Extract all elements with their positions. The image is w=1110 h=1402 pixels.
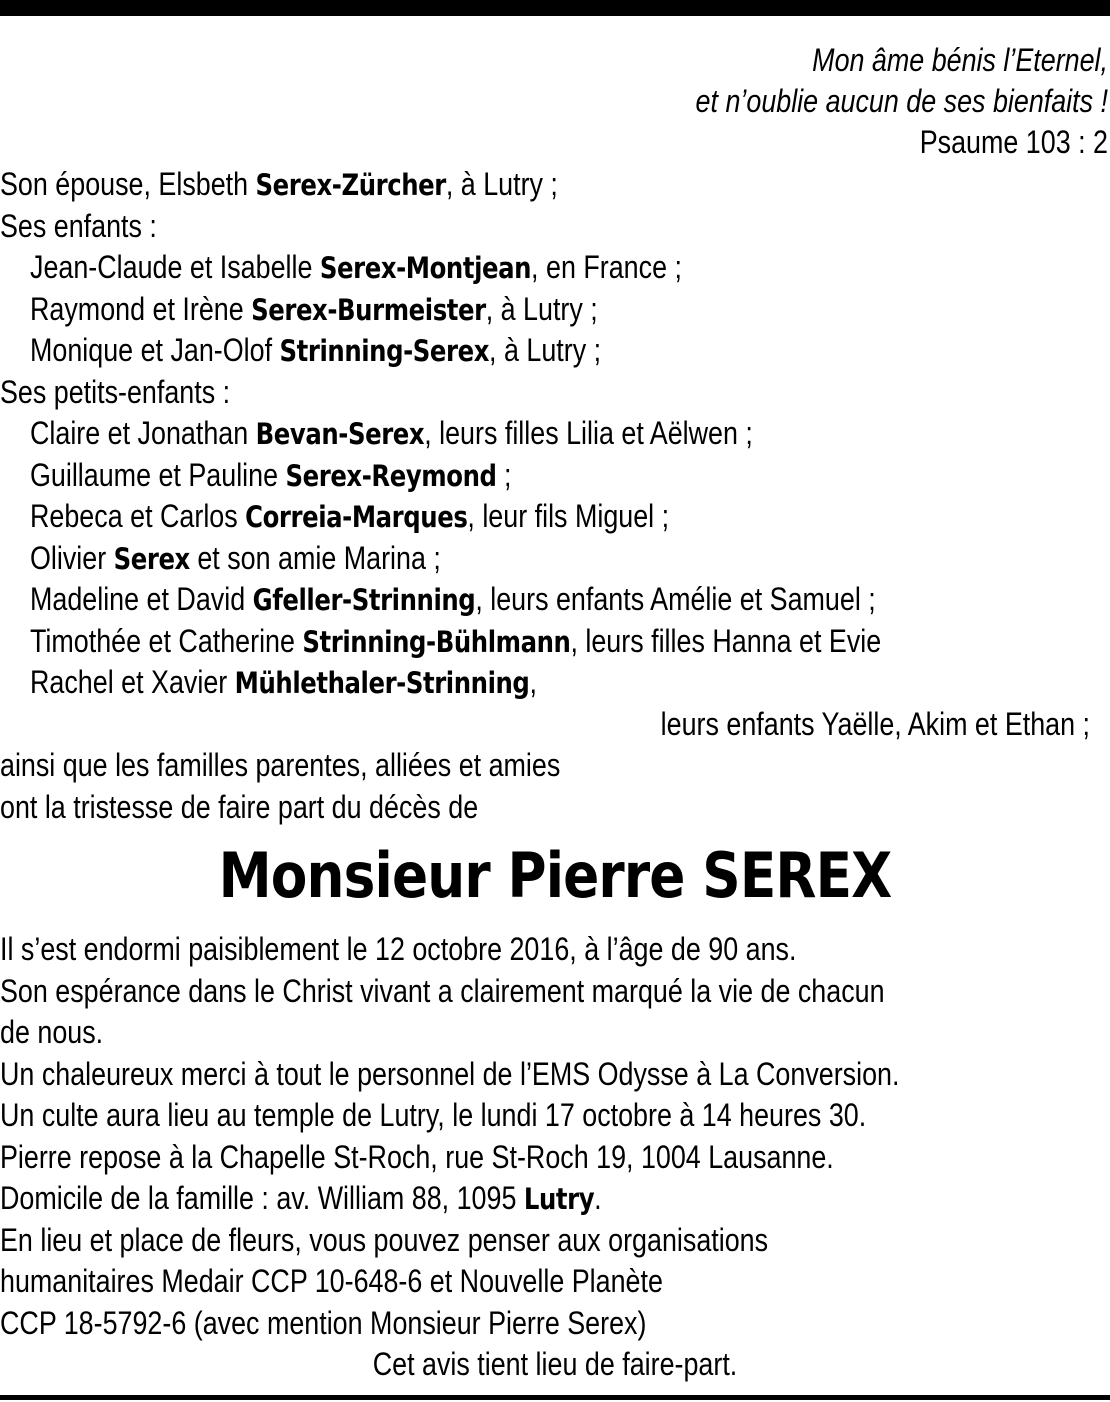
grandchild-names: Olivier — [30, 540, 114, 576]
child-line — [30, 329, 962, 371]
grandchild-extra: , leur fils Miguel ; — [467, 498, 670, 534]
grandchild-extra: , — [529, 664, 537, 700]
verse-reference: Psaume 103 : 2 — [919, 124, 1108, 160]
child-location: , en France ; — [531, 249, 682, 285]
details-line-9: humanitaires Medair CCP 10-648-6 et Nouvelle Planète — [0, 1263, 663, 1299]
domicile-text: Domicile de la famille : av. William 88, 1095 — [0, 1180, 524, 1216]
child-surname: Serex-Montjean — [319, 251, 532, 285]
grandchild-line — [30, 661, 962, 703]
grandchild-surname: Serex-Reymond — [285, 459, 497, 493]
spouse-text: Son épouse, Elsbeth — [0, 166, 256, 202]
grandchild-extra: ; — [496, 457, 512, 493]
child-surname: Strinning-Serex — [279, 334, 490, 368]
grandchild-line — [30, 412, 962, 454]
grandchild-line — [30, 495, 962, 537]
details-line-1: Il s’est endormi paisiblement le 12 octobre 2016, à l’âge de 90 ans. — [0, 931, 797, 967]
relatives-line-1: ainsi que les familles parentes, alliées et amies — [0, 747, 561, 783]
spouse-line — [0, 163, 932, 205]
children-heading: Ses enfants : — [0, 208, 157, 244]
grandchild-line — [30, 454, 962, 496]
top-rule — [0, 0, 1110, 16]
grandchild-names: Claire et Jonathan — [30, 415, 256, 451]
domicile-town: Lutry — [523, 1182, 595, 1216]
grandchild-surname: Bevan-Serex — [255, 417, 425, 451]
grandchild-continuation: leurs enfants Yaëlle, Akim et Ethan ; — [660, 706, 1090, 742]
grandchild-extra: , leurs filles Hanna et Evie — [570, 623, 882, 659]
child-location: , à Lutry ; — [489, 332, 602, 368]
details-line-8: En lieu et place de fleurs, vous pouvez penser aux organisations — [0, 1222, 769, 1258]
grandchild-names: Rebeca et Carlos — [30, 498, 246, 534]
grandchild-surname: Mühlethaler-Strinning — [234, 666, 530, 700]
domicile-period: . — [594, 1180, 602, 1216]
details-line-6: Pierre repose à la Chapelle St-Roch, rue St-Roch 19, 1004 Lausanne. — [0, 1139, 834, 1175]
grandchild-surname: Strinning-Bühlmann — [302, 625, 571, 659]
child-line — [30, 288, 962, 330]
child-names: Raymond et Irène — [30, 291, 252, 327]
child-line — [30, 246, 962, 288]
child-names: Jean-Claude et Isabelle — [30, 249, 320, 285]
verse-line-1: Mon âme bénis l’Eternel, — [812, 42, 1108, 78]
child-names: Monique et Jan-Olof — [30, 332, 280, 368]
details-line-3: de nous. — [0, 1014, 104, 1050]
child-location: , à Lutry ; — [485, 291, 598, 327]
spouse-surname: Serex-Zürcher — [255, 168, 446, 202]
verse-line-2: et n’oublie aucun de ses bienfaits ! — [695, 83, 1108, 119]
grandchild-line — [30, 620, 962, 662]
details-line-4: Un chaleureux merci à tout le personnel de l’EMS Odysse à La Conversion. — [0, 1056, 900, 1092]
grandchild-extra: et son amie Marina ; — [189, 540, 441, 576]
grandchild-surname: Gfeller-Strinning — [252, 583, 476, 617]
grandchild-surname: Correia-Marques — [245, 500, 468, 534]
details-line-10: CCP 18-5792-6 (avec mention Monsieur Pierre Serex) — [0, 1305, 647, 1341]
details-line-2: Son espérance dans le Christ vivant a clairement marqué la vie de chacun — [0, 973, 885, 1009]
details-line-5: Un culte aura lieu au temple de Lutry, le lundi 17 octobre à 14 heures 30. — [0, 1097, 867, 1133]
grandchild-names: Rachel et Xavier — [30, 664, 235, 700]
grandchild-names: Guillaume et Pauline — [30, 457, 286, 493]
grandchild-extra: , leurs filles Lilia et Aëlwen ; — [424, 415, 753, 451]
relatives-line-2: ont la tristesse de faire part du décès de — [0, 789, 479, 825]
grandchildren-heading: Ses petits-enfants : — [0, 374, 231, 410]
grandchild-names: Madeline et David — [30, 581, 253, 617]
details-line-7 — [0, 1177, 932, 1219]
child-surname: Serex-Burmeister — [251, 293, 486, 327]
grandchild-names: Timothée et Catherine — [30, 623, 303, 659]
spouse-location: , à Lutry ; — [445, 166, 558, 202]
deceased-name: Monsieur Pierre SEREX — [218, 839, 892, 912]
grandchild-line — [30, 537, 962, 579]
grandchild-line — [30, 578, 962, 620]
grandchild-extra: , leurs enfants Amélie et Samuel ; — [475, 581, 876, 617]
bottom-rule — [0, 1395, 1110, 1400]
grandchild-surname: Serex — [113, 542, 190, 576]
closing-note: Cet avis tient lieu de faire-part. — [372, 1346, 738, 1382]
